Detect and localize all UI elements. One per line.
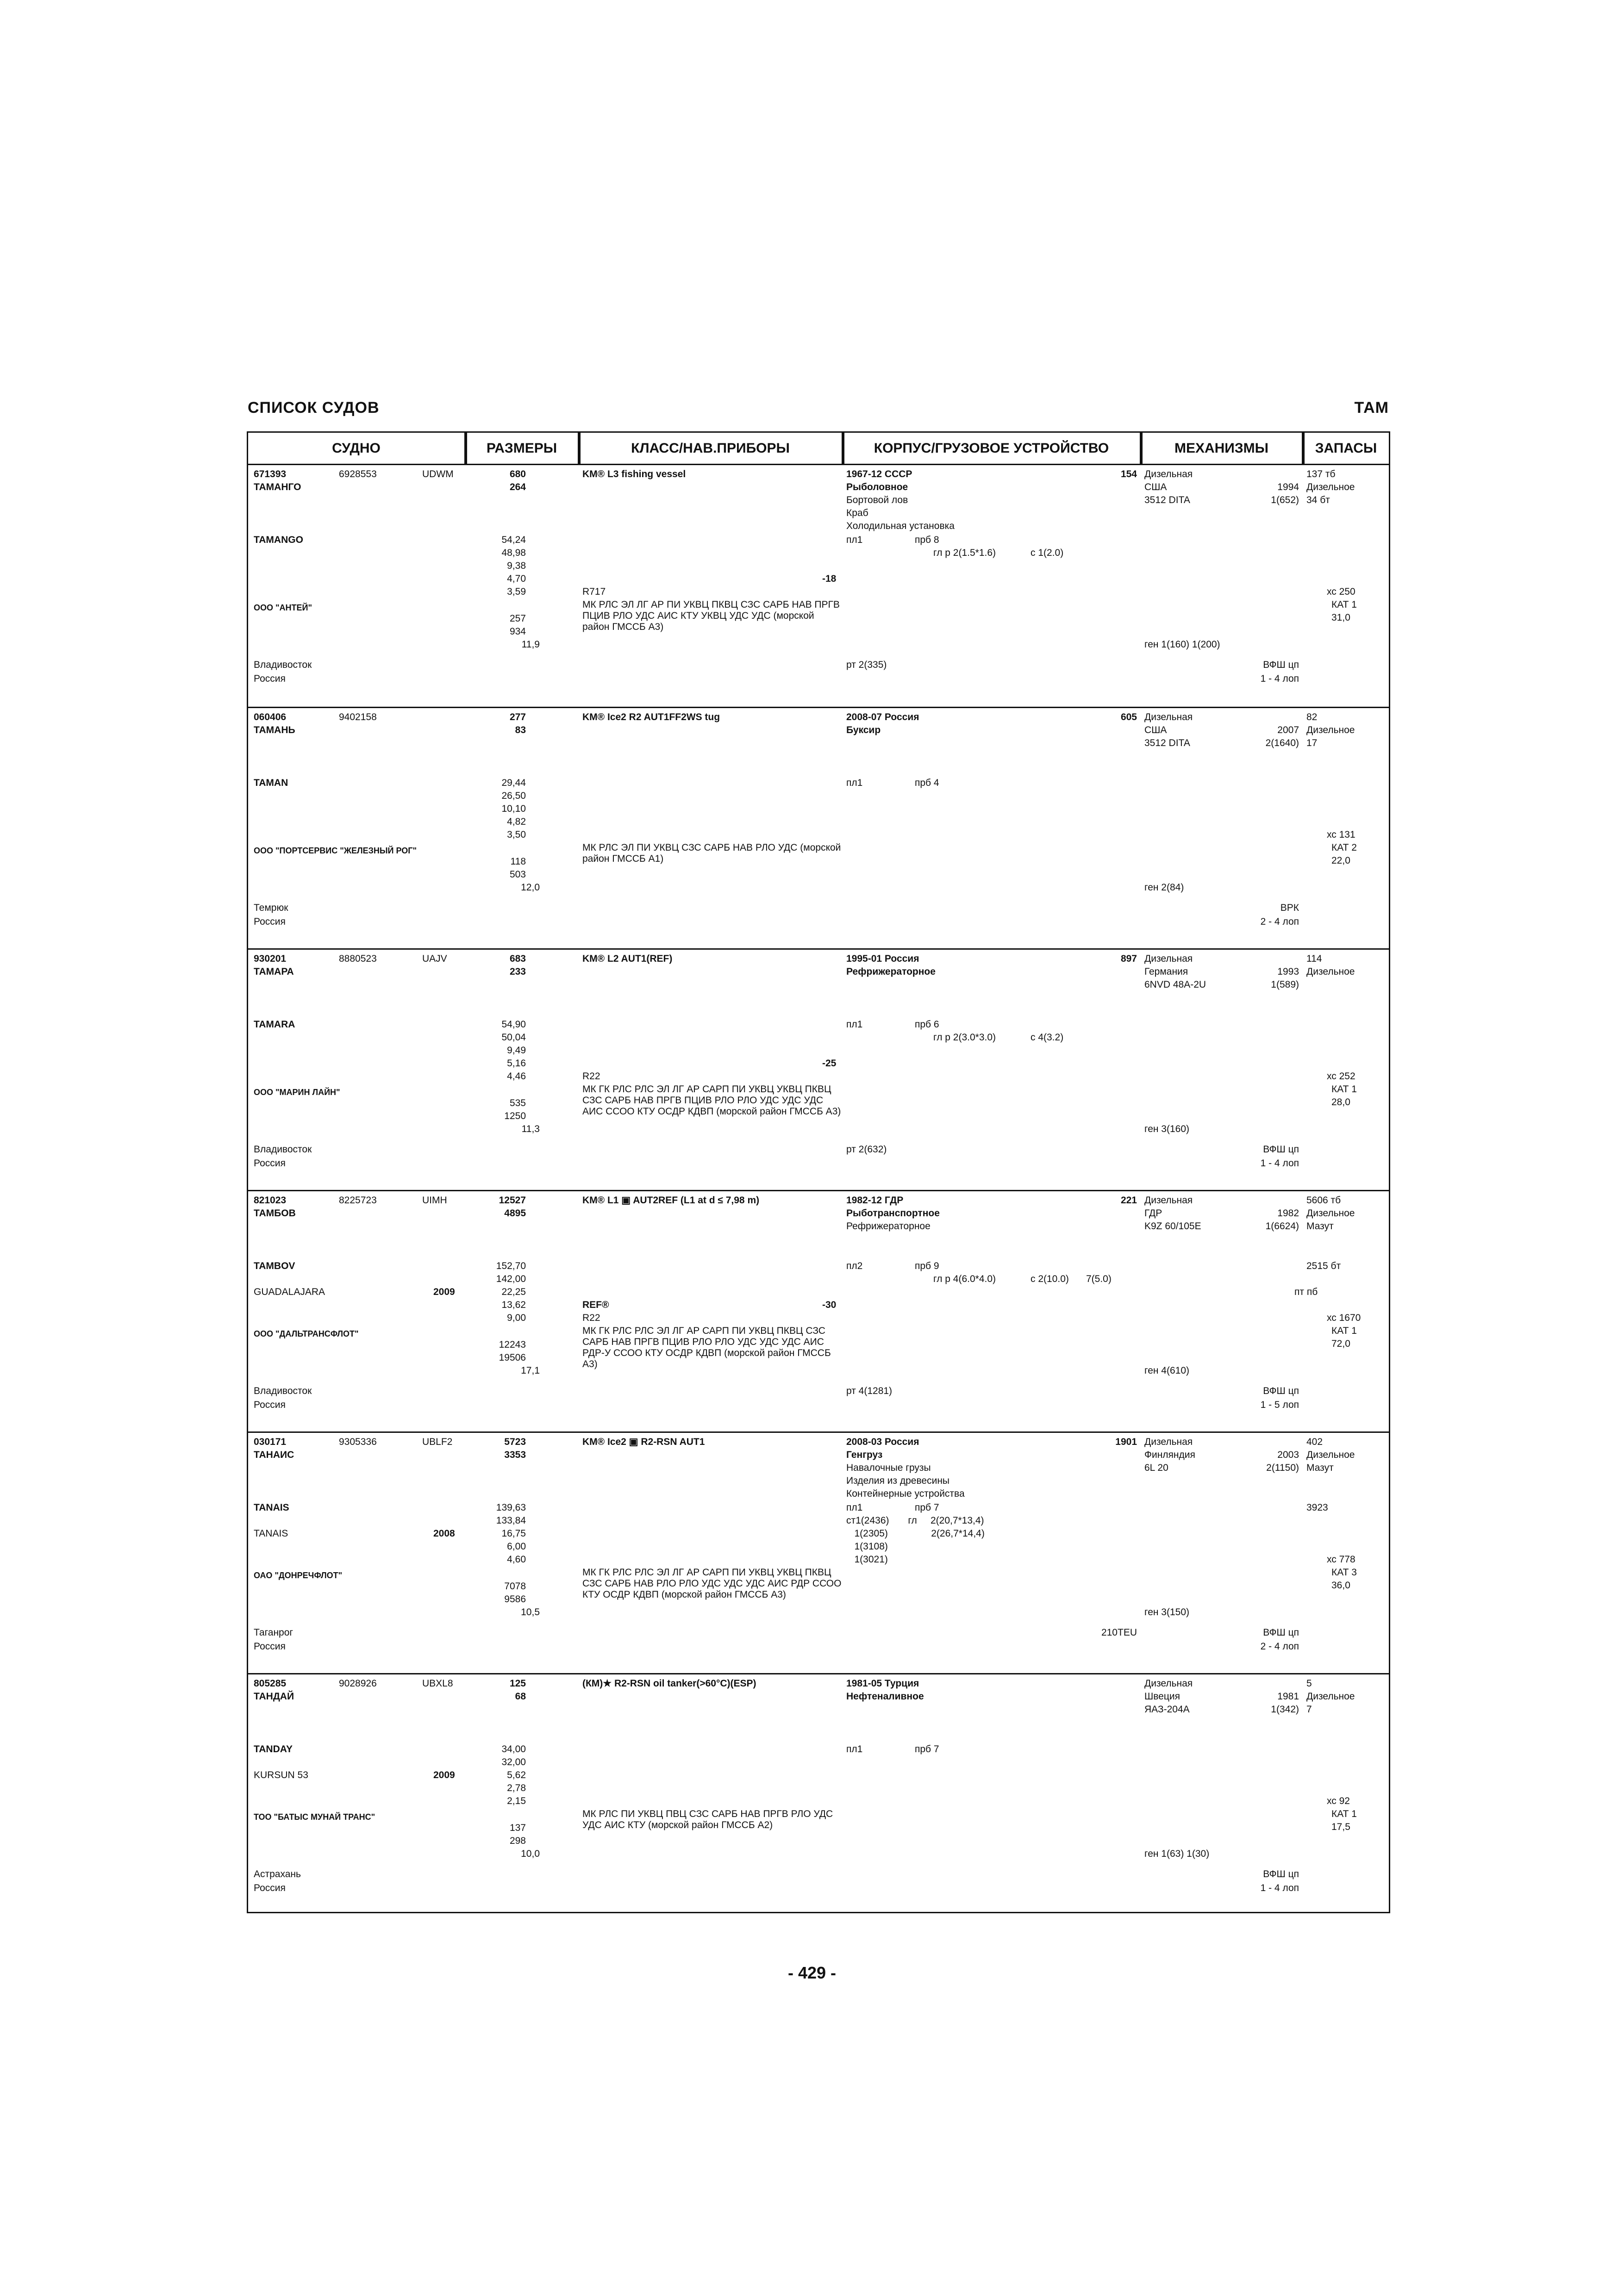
dimension-value: 7078: [504, 1581, 526, 1592]
dimension-value: 4,82: [507, 816, 526, 827]
category: КАТ 1: [1331, 1325, 1357, 1336]
hull-type-line: Рыболовное: [846, 482, 908, 492]
dimension-value: 9,38: [507, 560, 526, 571]
reg-number: 805285: [254, 1678, 287, 1689]
hatch-line: ст1(2436) гл 2(20,7*13,4): [846, 1515, 984, 1526]
engine-country: ГДР: [1144, 1208, 1162, 1219]
ship-record: [248, 707, 1389, 948]
hull-type-line: Изделия из древесины: [846, 1475, 950, 1486]
range: 28,0: [1331, 1097, 1350, 1108]
dimension-value: 11,3: [521, 1124, 540, 1134]
hull-number: 221: [1120, 1195, 1137, 1206]
generators: ген 3(150): [1144, 1607, 1190, 1618]
fuel-3: Мазут: [1306, 1462, 1334, 1473]
generators: ген 4(610): [1144, 1365, 1190, 1376]
flag-country: Россия: [254, 1641, 286, 1652]
engine-year: 2007: [1277, 725, 1299, 735]
category: КАТ 1: [1331, 1809, 1357, 1819]
cargo-gear: гл р 2(3.0*3.0): [933, 1032, 996, 1043]
dimension-value: 934: [509, 626, 526, 637]
class-notation: KM® Ice2 ▣ R2-RSN AUT1: [582, 1437, 705, 1447]
dimension-value: 48,98: [501, 548, 526, 558]
home-port: Темрюк: [254, 902, 288, 913]
hull-type-line: Рефрижераторное: [846, 1221, 931, 1232]
hull-number: 605: [1120, 712, 1137, 722]
cargo-gear-2: с 4(3.2): [1031, 1032, 1064, 1043]
class-notation: KM® L3 fishing vessel: [582, 469, 686, 479]
dimension-value: 6,00: [507, 1541, 526, 1552]
crew: хс 778: [1327, 1554, 1355, 1565]
flag-country: Россия: [254, 1400, 286, 1410]
dimension-value: 29,44: [501, 778, 526, 788]
dimension-value: 32,00: [501, 1757, 526, 1767]
crew: хс 131: [1327, 829, 1355, 840]
fuel-4: 2515 бт: [1306, 1261, 1341, 1271]
engine-type: Дизельная: [1144, 953, 1193, 964]
class-notation: KM® L2 AUT1(REF): [582, 953, 673, 964]
category: КАТ 1: [1331, 1084, 1357, 1095]
range: 22,0: [1331, 855, 1350, 866]
class-notation: (КМ)★ R2-RSN oil tanker(>60°C)(ESP): [582, 1678, 756, 1689]
dimension-value: 12,0: [521, 882, 540, 893]
nav-equipment: МК ГК РЛС РЛС ЭЛ ЛГ АР САРП ПИ УКВЦ ПКВЦ СЗС САРБ НАВ ПРГВ ПЦИВ РЛО РЛО УДС УДС УДС АИС РДР-У ССОО КТУ ОСДР КДВП (морской район ГМССБ А3): [582, 1325, 831, 1369]
ship-name-lat: TAMARA: [254, 1019, 295, 1030]
radio-equipment: рт 2(335): [846, 660, 887, 670]
owner: ОАО "ДОНРЕЧФЛОТ": [254, 1571, 343, 1580]
dimension-value: 680: [509, 469, 526, 479]
dimension-value: 16,75: [501, 1528, 526, 1539]
ship-name-lat: TAMAN: [254, 778, 288, 788]
reg-number: 060406: [254, 712, 287, 722]
dimension-value: 4,60: [507, 1554, 526, 1565]
ship-record: [248, 465, 1389, 707]
ship-table: [247, 431, 1390, 1913]
hull-type-line: Краб: [846, 508, 868, 518]
fuel-4: 3923: [1306, 1502, 1328, 1513]
engine-country: Швеция: [1144, 1691, 1180, 1702]
decks: пл1: [846, 778, 863, 788]
ship-name-ru: ТАНАИС: [254, 1450, 294, 1460]
decks: пл2: [846, 1261, 863, 1271]
dimension-value: 133,84: [496, 1515, 526, 1526]
holds: прб 4: [915, 778, 939, 788]
engine-model: K9Z 60/105E: [1144, 1221, 1201, 1232]
dimension-value: 10,5: [521, 1607, 540, 1618]
ship-name-lat: TAMBOV: [254, 1261, 295, 1271]
engine-year: 1981: [1277, 1691, 1299, 1702]
column-header-ship: СУДНО: [248, 433, 466, 464]
dimension-value: 83: [515, 725, 526, 735]
owner: ООО "ПОРТСЕРВИС "ЖЕЛЕЗНЫЙ РОГ": [254, 846, 417, 855]
decks: пл1: [846, 1502, 863, 1513]
dimension-value: 152,70: [496, 1261, 526, 1271]
engine-model: ЯАЗ-204А: [1144, 1704, 1190, 1715]
dimension-value: 5723: [504, 1437, 526, 1447]
flag-country: Россия: [254, 673, 286, 684]
former-year: 2009: [433, 1287, 455, 1297]
dimension-value: 9,00: [507, 1313, 526, 1323]
propeller: ВРК: [1280, 902, 1299, 913]
hull-number: 1901: [1115, 1437, 1137, 1447]
former-name: GUADALAJARA: [254, 1287, 325, 1297]
engine-year: 1993: [1277, 966, 1299, 977]
dimension-value: 34,00: [501, 1744, 526, 1755]
dimension-value: 9,49: [507, 1045, 526, 1056]
dimension-value: 4,46: [507, 1071, 526, 1082]
cargo-gear-2: с 1(2.0): [1031, 548, 1064, 558]
dimension-value: 298: [509, 1836, 526, 1846]
engine-year: 2003: [1277, 1450, 1299, 1460]
holds: прб 7: [915, 1744, 939, 1755]
hatch-line: 1(3021): [846, 1554, 888, 1565]
dimension-value: 26,50: [501, 790, 526, 801]
build-date-country: 1995-01 Россия: [846, 953, 919, 964]
hull-type-line: Холодильная установка: [846, 521, 955, 531]
hatch-line: 1(3108): [846, 1541, 888, 1552]
former-name: TANAIS: [254, 1528, 288, 1539]
flag-country: Россия: [254, 1883, 286, 1893]
generators: ген 2(84): [1144, 882, 1184, 893]
hull-number: 897: [1120, 953, 1137, 964]
class-notation-2: REF®: [582, 1300, 609, 1310]
page-number: - 429 -: [787, 1963, 837, 1982]
hull-type-line: Нефтеналивное: [846, 1691, 924, 1702]
build-date-country: 1967-12 СССР: [846, 469, 912, 479]
imo-number: 6928553: [339, 469, 377, 479]
column-divider: [466, 433, 467, 465]
fuel-3: 34 бт: [1306, 495, 1330, 505]
cargo-gear-2: с 2(10.0): [1031, 1274, 1069, 1284]
teu-capacity: 210TEU: [1101, 1627, 1137, 1638]
propeller-blades: 1 - 5 лоп: [1260, 1400, 1299, 1410]
fuel-2: Дизельное: [1306, 1208, 1355, 1219]
dimension-value: 277: [509, 712, 526, 722]
imo-number: 9305336: [339, 1437, 377, 1447]
engine-power: 1(589): [1271, 979, 1299, 990]
propeller: ВФШ цп: [1263, 1386, 1299, 1396]
ship-name-lat: TANAIS: [254, 1502, 289, 1513]
crew: хс 250: [1327, 586, 1355, 597]
call-sign: UDWM: [422, 469, 454, 479]
dimension-value: 22,25: [501, 1287, 526, 1297]
fuel-1: 137 тб: [1306, 469, 1336, 479]
engine-type: Дизельная: [1144, 1437, 1193, 1447]
owner: ООО "АНТЕЙ": [254, 603, 312, 612]
flag-country: Россия: [254, 1158, 286, 1169]
temperature: -30: [822, 1300, 837, 1310]
propeller-blades: 1 - 4 лоп: [1260, 673, 1299, 684]
build-date-country: 2008-07 Россия: [846, 712, 919, 722]
engine-country: США: [1144, 725, 1167, 735]
reg-number: 030171: [254, 1437, 287, 1447]
column-divider: [843, 433, 844, 465]
extra-stores: пт пб: [1294, 1287, 1318, 1297]
dimension-value: 264: [509, 482, 526, 492]
call-sign: UAJV: [422, 953, 447, 964]
crew: хс 92: [1327, 1796, 1350, 1806]
engine-model: 3512 DITA: [1144, 738, 1190, 748]
refrigerant: R22: [582, 1071, 600, 1082]
category: КАТ 2: [1331, 842, 1357, 853]
decks: пл1: [846, 1019, 863, 1030]
hull-type-line: Рефрижераторное: [846, 966, 936, 977]
dimension-value: 125: [509, 1678, 526, 1689]
propeller-blades: 1 - 4 лоп: [1260, 1158, 1299, 1169]
category: КАТ 1: [1331, 599, 1357, 610]
radio-equipment: рт 4(1281): [846, 1386, 893, 1396]
build-date-country: 2008-03 Россия: [846, 1437, 919, 1447]
column-divider: [579, 433, 581, 465]
dimension-value: 683: [509, 953, 526, 964]
dimension-value: 4895: [504, 1208, 526, 1219]
call-sign: UIMH: [422, 1195, 447, 1206]
engine-model: 6L 20: [1144, 1462, 1168, 1473]
reg-number: 821023: [254, 1195, 287, 1206]
dimension-value: 3353: [504, 1450, 526, 1460]
engine-power: 1(6624): [1265, 1221, 1299, 1232]
dimension-value: 13,62: [501, 1300, 526, 1310]
engine-type: Дизельная: [1144, 1195, 1193, 1206]
ship-name-ru: ТАНДАЙ: [254, 1691, 294, 1702]
cargo-gear-3: 7(5.0): [1086, 1274, 1112, 1284]
dimension-value: 11,9: [521, 639, 540, 650]
imo-number: 9028926: [339, 1678, 377, 1689]
category: КАТ 3: [1331, 1567, 1357, 1578]
temperature: -18: [822, 573, 837, 584]
home-port: Астрахань: [254, 1869, 301, 1879]
hull-type-line: Навалочные грузы: [846, 1462, 931, 1473]
dimension-value: 2,15: [507, 1796, 526, 1806]
imo-number: 9402158: [339, 712, 377, 722]
ship-name-ru: ТАМБОВ: [254, 1208, 296, 1219]
temperature: -25: [822, 1058, 837, 1069]
hull-type-line: Контейнерные устройства: [846, 1488, 965, 1499]
range: 17,5: [1331, 1822, 1350, 1832]
ship-name-ru: ТАМАРА: [254, 966, 294, 977]
dimension-value: 50,04: [501, 1032, 526, 1043]
owner: ООО "ДАЛЬТРАНСФЛОТ": [254, 1329, 359, 1338]
imo-number: 8880523: [339, 953, 377, 964]
home-port: Таганрог: [254, 1627, 294, 1638]
dimension-value: 17,1: [521, 1365, 540, 1376]
engine-country: Финляндия: [1144, 1450, 1195, 1460]
flag-country: Россия: [254, 916, 286, 927]
dimension-value: 12243: [499, 1339, 526, 1350]
ship-record: [248, 1190, 1389, 1431]
fuel-2: Дизельное: [1306, 1691, 1355, 1702]
dimension-value: 3,59: [507, 586, 526, 597]
column-header-row: [248, 433, 1389, 465]
dimension-value: 68: [515, 1691, 526, 1702]
nav-equipment: МК ГК РЛС РЛС ЭЛ ЛГ АР САРП ПИ УКВЦ УКВЦ ПКВЦ СЗС САРБ НАВ ПРГВ ПЦИВ РЛО РЛО УДС УДС УДС АИС ССОО КТУ ОСДР КДВП (морской район ГМССБ А3): [582, 1084, 841, 1117]
fuel-1: 402: [1306, 1437, 1323, 1447]
dimension-value: 139,63: [496, 1502, 526, 1513]
engine-country: США: [1144, 482, 1167, 492]
ship-name-lat: TAMANGO: [254, 535, 303, 545]
generators: ген 1(160) 1(200): [1144, 639, 1220, 650]
decks: пл1: [846, 1744, 863, 1755]
engine-type: Дизельная: [1144, 712, 1193, 722]
fuel-3: Мазут: [1306, 1221, 1334, 1232]
ship-name-ru: ТАМАНЬ: [254, 725, 295, 735]
column-header-machinery: МЕХАНИЗМЫ: [1141, 433, 1303, 464]
crew: хс 252: [1327, 1071, 1355, 1082]
cargo-gear: гл р 2(1.5*1.6): [933, 548, 996, 558]
nav-equipment: МК РЛС ПИ УКВЦ ПВЦ СЗС САРБ НАВ ПРГВ РЛО УДС УДС АИС КТУ (морской район ГМССБ А2): [582, 1809, 833, 1830]
column-divider: [1141, 433, 1143, 465]
dimension-value: 257: [509, 613, 526, 624]
engine-model: 3512 DITA: [1144, 495, 1190, 505]
engine-power: 2(1640): [1265, 738, 1299, 748]
engine-type: Дизельная: [1144, 469, 1193, 479]
holds: прб 8: [915, 535, 939, 545]
ship-name-lat: TANDAY: [254, 1744, 293, 1755]
dimension-value: 3,50: [507, 829, 526, 840]
refrigerant: R22: [582, 1313, 600, 1323]
imo-number: 8225723: [339, 1195, 377, 1206]
ship-record: [248, 1431, 1389, 1673]
holds: прб 6: [915, 1019, 939, 1030]
propeller-blades: 2 - 4 лоп: [1260, 916, 1299, 927]
home-port: Владивосток: [254, 1386, 312, 1396]
cargo-gear: гл р 4(6.0*4.0): [933, 1274, 996, 1284]
crew: хс 1670: [1327, 1313, 1361, 1323]
dimension-value: 10,0: [521, 1848, 540, 1859]
hull-type-line: Генгруз: [846, 1450, 883, 1460]
propeller-blades: 2 - 4 лоп: [1260, 1641, 1299, 1652]
holds: прб 7: [915, 1502, 939, 1513]
generators: ген 1(63) 1(30): [1144, 1848, 1210, 1859]
column-header-hull: КОРПУС/ГРУЗОВОЕ УСТРОЙСТВО: [843, 433, 1141, 464]
engine-power: 1(652): [1271, 495, 1299, 505]
dimension-value: 1250: [504, 1111, 526, 1121]
dimension-value: 503: [509, 869, 526, 880]
decks: пл1: [846, 535, 863, 545]
fuel-1: 114: [1306, 953, 1322, 964]
dimension-value: 5,62: [507, 1770, 526, 1780]
refrigerant: R717: [582, 586, 606, 597]
engine-power: 1(342): [1271, 1704, 1299, 1715]
engine-model: 6NVD 48A-2U: [1144, 979, 1206, 990]
radio-equipment: рт 2(632): [846, 1144, 887, 1155]
dimension-value: 9586: [504, 1594, 526, 1605]
hull-number: 154: [1120, 469, 1137, 479]
dimension-value: 118: [510, 856, 526, 867]
hull-type-line: Рыботранспортное: [846, 1208, 940, 1219]
class-notation: KM® L1 ▣ AUT2REF (L1 at d ≤ 7,98 m): [582, 1195, 760, 1206]
fuel-2: Дизельное: [1306, 1450, 1355, 1460]
propeller-blades: 1 - 4 лоп: [1260, 1883, 1299, 1893]
dimension-value: 5,16: [507, 1058, 526, 1069]
dimension-value: 4,70: [507, 573, 526, 584]
propeller: ВФШ цп: [1263, 1627, 1299, 1638]
holds: прб 9: [915, 1261, 939, 1271]
dimension-value: 137: [509, 1823, 526, 1833]
dimension-value: 142,00: [496, 1274, 526, 1284]
range: 72,0: [1331, 1338, 1350, 1349]
hatch-line: 1(2305) 2(26,7*14,4): [846, 1528, 985, 1539]
dimension-value: 19506: [499, 1352, 526, 1363]
generators: ген 3(160): [1144, 1124, 1190, 1134]
call-sign: UBLF2: [422, 1437, 453, 1447]
propeller: ВФШ цп: [1263, 660, 1299, 670]
fuel-1: 82: [1306, 712, 1318, 722]
fuel-2: Дизельное: [1306, 482, 1355, 492]
reg-number: 671393: [254, 469, 287, 479]
fuel-1: 5606 тб: [1306, 1195, 1341, 1206]
range: 31,0: [1331, 612, 1350, 623]
propeller: ВФШ цп: [1263, 1144, 1299, 1155]
dimension-value: 2,78: [507, 1783, 526, 1793]
former-year: 2008: [433, 1528, 455, 1539]
former-name: KURSUN 53: [254, 1770, 308, 1780]
build-date-country: 1982-12 ГДР: [846, 1195, 904, 1206]
ship-name-ru: ТАМАНГО: [254, 482, 301, 492]
home-port: Владивосток: [254, 660, 312, 670]
engine-power: 2(1150): [1266, 1462, 1299, 1473]
owner: ООО "МАРИН ЛАЙН": [254, 1088, 340, 1097]
fuel-2: Дизельное: [1306, 966, 1355, 977]
fuel-1: 5: [1306, 1678, 1312, 1689]
build-date-country: 1981-05 Турция: [846, 1678, 919, 1689]
fuel-3: 17: [1306, 738, 1318, 748]
nav-equipment: МК ГК РЛС РЛС ЭЛ ЛГ АР САРП ПИ УКВЦ УКВЦ ПКВЦ СЗС САРБ НАВ РЛО РЛО УДС УДС УДС АИС РДР ССОО КТУ ОСДР КДВП (морской район ГМССБ А3): [582, 1567, 842, 1600]
dimension-value: 12527: [499, 1195, 526, 1206]
engine-year: 1994: [1277, 482, 1299, 492]
dimension-value: 233: [509, 966, 526, 977]
column-header-dimensions: РАЗМЕРЫ: [466, 433, 579, 464]
dimension-value: 535: [509, 1098, 526, 1108]
owner: ТОО "БАТЫС МУНАЙ ТРАНС": [254, 1812, 375, 1822]
column-header-stores: ЗАПАСЫ: [1315, 441, 1377, 456]
page-title-left: СПИСОК СУДОВ: [248, 399, 380, 417]
column-divider: [1303, 433, 1305, 465]
fuel-3: 7: [1306, 1704, 1312, 1715]
range: 36,0: [1331, 1580, 1350, 1591]
reg-number: 930201: [254, 953, 287, 964]
home-port: Владивосток: [254, 1144, 312, 1155]
ship-record: [248, 948, 1389, 1190]
call-sign: UBXL8: [422, 1678, 453, 1689]
hull-type-line: Буксир: [846, 725, 881, 735]
nav-equipment: МК РЛС ЭЛ ПИ УКВЦ СЗС САРБ НАВ РЛО УДС (морской район ГМССБ А1): [582, 842, 841, 864]
dimension-value: 54,24: [501, 535, 526, 545]
column-header-class: КЛАСС/НАВ.ПРИБОРЫ: [579, 433, 843, 464]
ship-record: [248, 1673, 1389, 1915]
engine-type: Дизельная: [1144, 1678, 1193, 1689]
class-notation: KM® Ice2 R2 AUT1FF2WS tug: [582, 712, 720, 722]
fuel-2: Дизельное: [1306, 725, 1355, 735]
dimension-value: 54,90: [501, 1019, 526, 1030]
page-title-right: ТАМ: [1354, 399, 1389, 417]
propeller: ВФШ цп: [1263, 1869, 1299, 1879]
engine-year: 1982: [1277, 1208, 1299, 1219]
nav-equipment: МК РЛС ЭЛ ЛГ АР ПИ УКВЦ ПКВЦ СЗС САРБ НАВ ПРГВ ПЦИВ РЛО УДС АИС КТУ УКВЦ УДС УДС (морской район ГМССБ А3): [582, 599, 840, 632]
dimension-value: 10,10: [501, 803, 526, 814]
engine-country: Германия: [1144, 966, 1188, 977]
hull-type-line: Бортовой лов: [846, 495, 908, 505]
former-year: 2009: [433, 1770, 455, 1780]
